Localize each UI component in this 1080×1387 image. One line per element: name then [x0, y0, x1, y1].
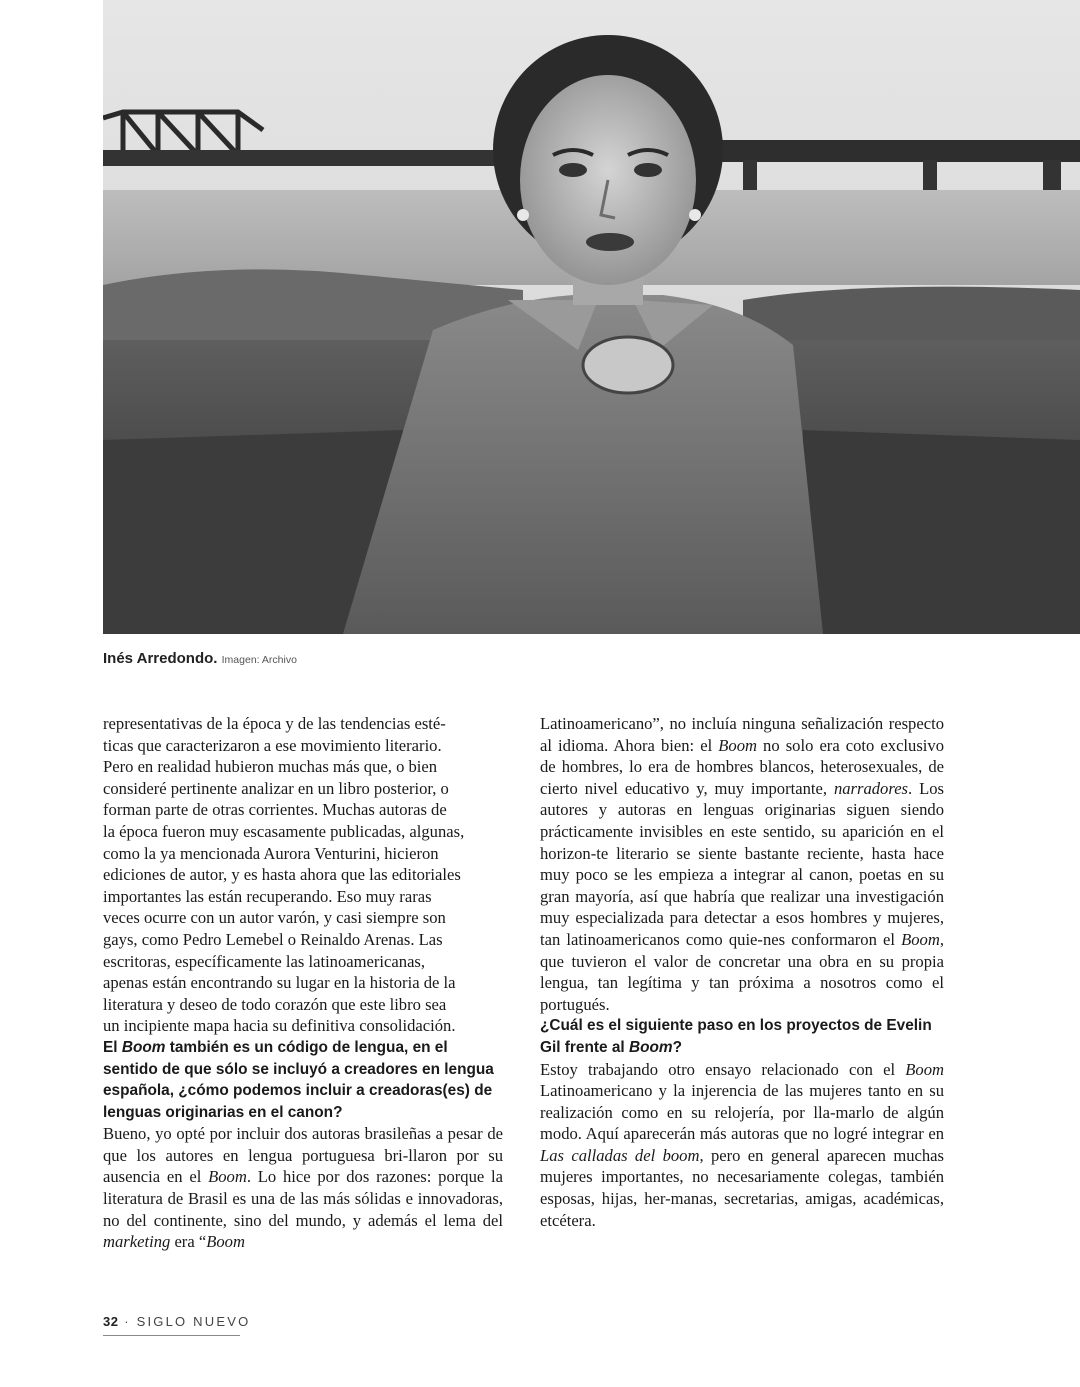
line: escritoras, específicamente las latinoamericanas, — [103, 951, 426, 971]
caption-name: Inés Arredondo. — [103, 650, 218, 667]
line: gays, como Pedro Lemebel o Reinaldo Arenas. Las — [103, 929, 443, 949]
line: apenas están encontrando su lugar en la historia de la — [103, 973, 456, 993]
line: Pero en realidad hubieron muchas más que, o bien — [103, 757, 438, 777]
portrait-photo-icon — [103, 0, 1080, 634]
line: consideré pertinente analizar en un libro posterior, o — [103, 778, 449, 798]
a-text: , pero en general aparecen muchas mujeres importantes, no necesariamente colegas, también esposas, hijas, her-manas, secretarias, amigas, académicas, etcétera. — [540, 1145, 945, 1230]
page-number: 32 — [103, 1314, 119, 1329]
p-narradores: narradores — [833, 778, 909, 798]
a-book-title: Las calladas del boom — [540, 1145, 700, 1165]
a-text: . Lo hice por dos razones: porque la literatura de Brasil es una de las más sólidas e innovadoras, no del continente, sino del mundo, y además el lema del — [103, 1167, 503, 1230]
line: representativas de la época y de las tendencias esté- — [103, 714, 446, 733]
line: veces ocurre con un autor varón, y casi siempre son — [103, 908, 446, 928]
a-boom: Boom — [206, 1232, 245, 1252]
a-text: Latinoamericano y la injerencia de las mujeres tanto en su realización como en su relojería, por lla-marlo de algún modo. Aquí aparecerán más autoras que no logré integrar en — [540, 1081, 944, 1144]
a-text: Bueno, yo opté por incluir dos autoras brasileñas a pesar de que los autores en lengua portuguesa bri-llaron por su ausencia en el — [103, 1124, 503, 1187]
right-answer — [540, 1059, 944, 1232]
line: forman parte de otras corrientes. Muchas autoras de — [103, 800, 447, 820]
line: literatura y deseo de todo corazón que este libro sea — [103, 994, 447, 1014]
photo-caption — [103, 650, 297, 667]
a-text: Estoy trabajando otro ensayo relacionado con el — [540, 1059, 906, 1079]
left-question — [103, 1037, 503, 1123]
line: como la ya mencionada Aurora Venturini, hicieron — [103, 843, 439, 863]
line: un incipiente mapa hacia su definitiva consolidación. — [103, 1016, 456, 1036]
q-text: El — [103, 1038, 118, 1056]
line: la época fueron muy escasamente publicadas, algunas, — [103, 821, 465, 841]
line: ediciones de autor, y es hasta ahora que las editoriales — [103, 865, 461, 885]
footer-separator: · — [124, 1314, 131, 1329]
portrait-photo — [103, 0, 1080, 634]
q-text: ? — [672, 1038, 682, 1056]
a-marketing: marketing — [103, 1232, 171, 1252]
line: ticas que caracterizaron a ese movimiento literario. — [103, 735, 442, 755]
left-answer — [103, 1123, 503, 1253]
p-text: no solo era coto exclusivo de hombres, lo era de hombres blancos, heterosexuales, de cierto nivel educativo y, muy importante, — [540, 735, 944, 798]
p-boom: Boom — [718, 735, 757, 755]
p-text: Latinoamericano”, no incluía ninguna señalización respecto al idioma. Ahora bien: el — [540, 714, 944, 755]
a-boom: Boom — [905, 1059, 944, 1079]
line: importantes las están recuperando. Eso muy raras — [103, 886, 432, 906]
right-question — [540, 1015, 944, 1058]
page-footer — [103, 1314, 250, 1329]
q-boom: Boom — [628, 1038, 673, 1056]
p-text: . Los autores y autoras en lenguas originarias siguen siendo prácticamente invisibles en este sentido, su aparición en el horizon-te literario se siente bastante reciente, hasta hace muy poco se les empieza a integrar al canon, poetas en su gran mayoría, así que habría que realizar una investigación muy especializada para detectar a esos hombres y mujeres, tan latinoamericanos como quie-nes conformaron el — [540, 778, 945, 949]
q-text: también es un código de lengua, en el sentido de que sólo se incluyó a creadores en lengua española, ¿cómo podemos incluir a creadoras(es) de lenguas originarias en el canon? — [103, 1038, 494, 1121]
a-text: era “ — [170, 1232, 207, 1252]
a-boom: Boom — [208, 1167, 247, 1187]
p-text: , que tuvieron el valor de concretar una obra en su propia lengua, tan legítima y tan próxima a nosotros como el portugués. — [540, 929, 944, 1014]
left-para-1 — [103, 713, 503, 1037]
left-column — [103, 713, 503, 1253]
q-boom: Boom — [121, 1038, 166, 1056]
caption-credit: Imagen: Archivo — [221, 654, 297, 666]
right-column — [540, 713, 944, 1231]
footer-rule — [103, 1335, 240, 1336]
magazine-name: SIGLO NUEVO — [136, 1314, 251, 1329]
q-text: ¿Cuál es el siguiente paso en los proyectos de Evelin Gil frente al — [540, 1017, 932, 1056]
right-para-1 — [540, 713, 944, 1015]
p-boom: Boom — [901, 929, 940, 949]
